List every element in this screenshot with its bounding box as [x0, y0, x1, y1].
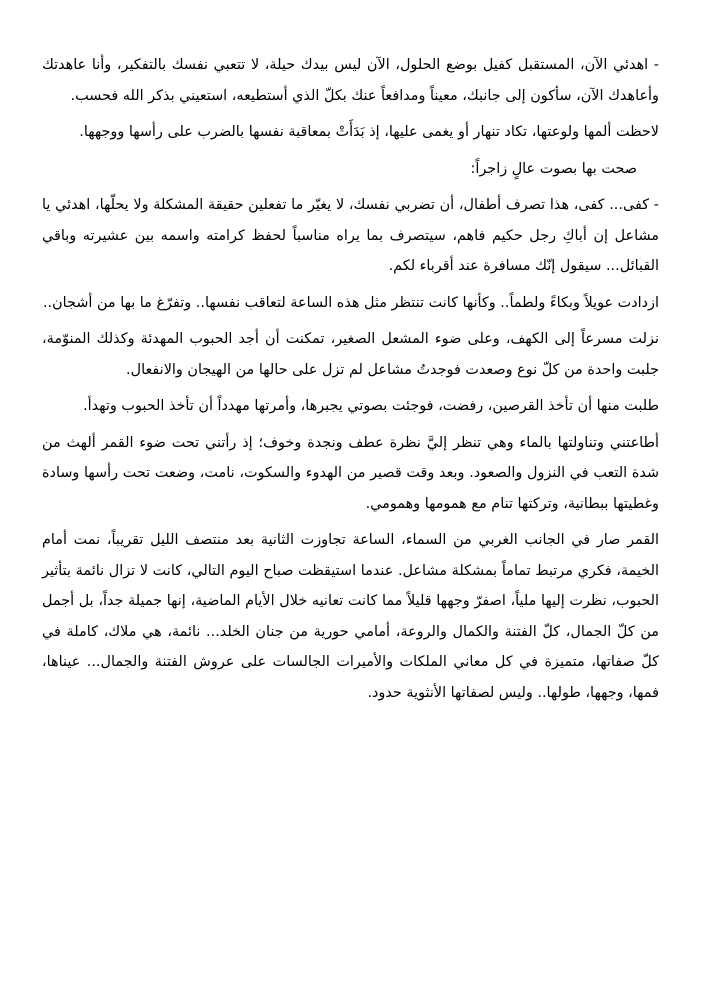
paragraph-9: القمر صار في الجانب الغربي من السماء، الساعة تجاوزت الثانية بعد منتصف الليل تقريباً، نمت أمام الخيمة، فكري مرتبط تماماً بمشكلة مشاعل. عندما استيقظت صباح اليوم التالي، كانت لا تزال نائمة بتأثير الحبوب، نظرت إليها ملياً، اصفرّ وجهها قليلاً مما كانت تعانيه خلال الأيام الماضية، إنها جميلة جداً، بل أجمل من كلّ الجمال، كلّ الفتنة والكمال والروعة، أمامي حورية من جنان الخلد... نائمة، هي ملاك، كاملة في كلّ صفاتها، متميزة في كل معاني الملكات والأميرات الجالسات على عروش الفتنة والجمال... عيناها، فمها، وجهها، طولها.. وليس لصفاتها الأنثوية حدود. [42, 532, 659, 701]
document-page [42, 50, 659, 714]
paragraph-2: لاحظت ألمها ولوعتها، تكاد تنهار أو يغمى عليها، إذ بَدَأَتْ بمعاقبة نفسها بالضرب على رأسها ووجهها. [79, 124, 659, 140]
paragraph-6: نزلت مسرعاً إلى الكهف، وعلى ضوء المشعل الصغير، تمكنت أن أجد الحبوب المهدئة وكذلك المنوّمة، جلبت واحدة من كلّ نوع وصعدت فوجدتُ مشاعل لم تزل على حالها من الهيجان والانفعال. [42, 331, 659, 378]
paragraph-8: أطاعتني وتناولتها بالماء وهي تنظر إليَّ نظرة عطف ونجدة وخوف؛ إذ رأتني تحت ضوء القمر ألهث من شدة التعب في النزول والصعود. وبعد وقت قصير من الهدوء والسكوت، نامت، وضعت تحت رأسها وسادة وغطيتها ببطانية، وتركتها تنام مع همومها وهمومي. [42, 434, 659, 512]
paragraph-4: - كفى... كفى، هذا تصرف أطفال، أن تضربي نفسك، لا يغيّر ما تفعلين حقيقة المشكلة ولا يحلّها، اهدئي يا مشاعل إن أباكِ رجل حكيم فاهم، سيتصرف بما يراه مناسباً لحفظ كرامته واسمه بين عشيرته وباقي القبائل... سيقول إنّك مسافرة عند أقرباء لكم. [42, 197, 659, 274]
paragraph-1: - اهدئي الآن، المستقبل كفيل بوضع الحلول، الآن ليس بيدك حيلة، لا تتعبي نفسك بالتفكير، وأنا عاهدتك وأعاهدك الآن، سأكون إلى جانبك، معيناً ومدافعاً عنك بكلّ الذي أستطيعه، استعيني بذكر الله فحسب. [42, 57, 659, 104]
paragraph-7: طلبت منها أن تأخذ القرصين، رفضت، فوجئت بصوتي يجبرها، وأمرتها مهدداً أن تأخذ الحبوب وتهدأ. [83, 398, 659, 414]
paragraph-5: ازدادت عويلاً وبكاءً ولطماً.. وكأنها كانت تنتظر مثل هذه الساعة لتعاقب نفسها.. وتفرّغ ما بها من أشجان.. [42, 294, 659, 311]
paragraph-3: صحت بها بصوت عالٍ زاجراً: [470, 160, 637, 177]
